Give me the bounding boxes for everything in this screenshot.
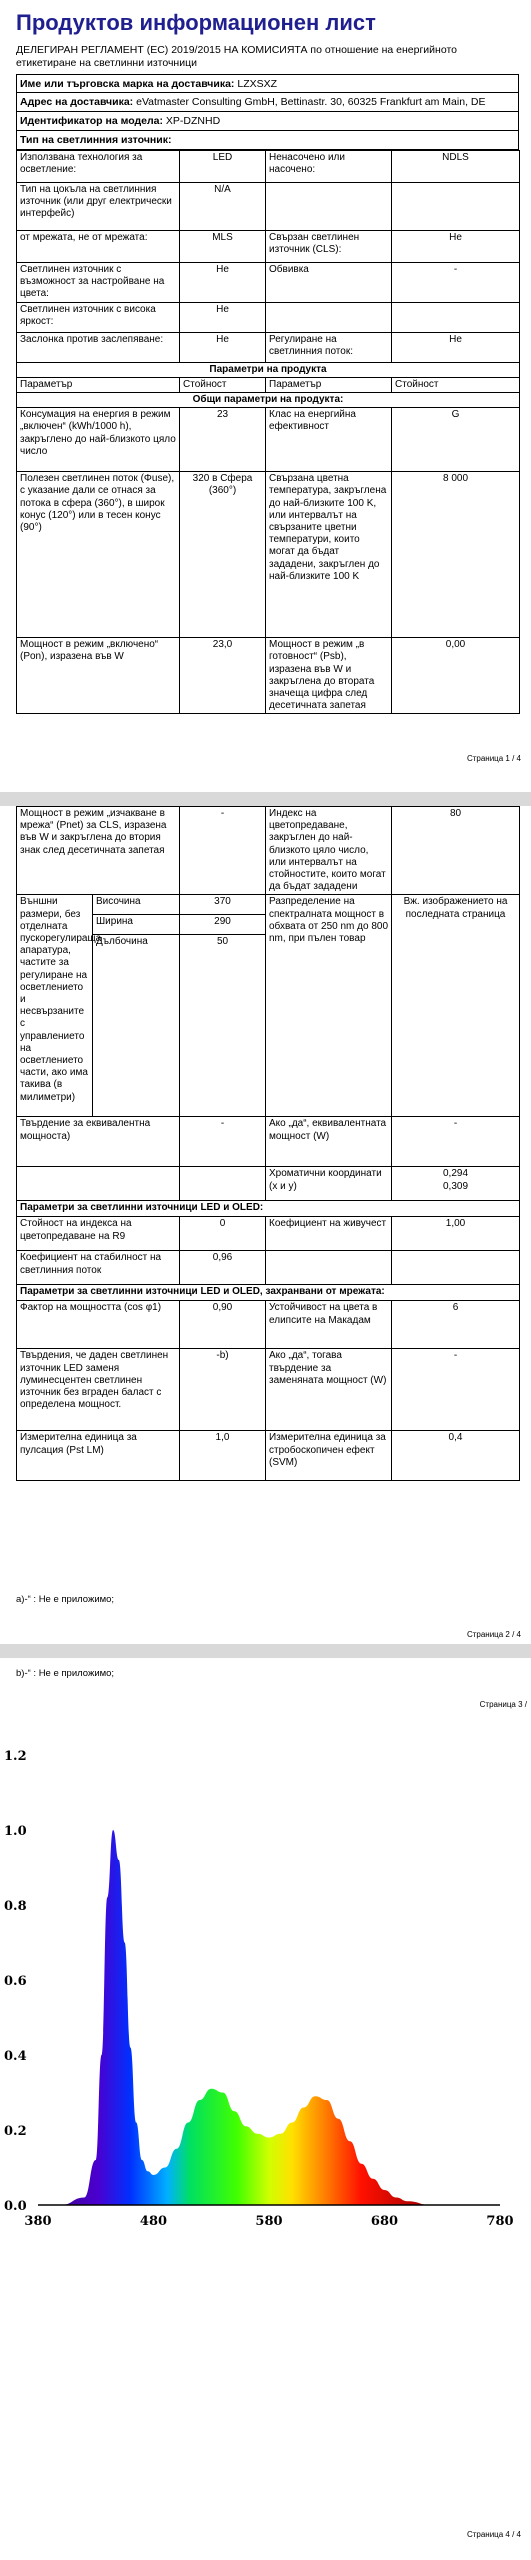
page-4 [0,1725,531,2560]
page-3 [0,1658,531,1718]
page-footer-1: Страница 1 / 4 [466,754,521,763]
dimensions-depth-row: Дълбочина 50 [17,935,520,1117]
address-value: eVatmaster Consulting GmbH, Bettinastr. 30, 60325 Frankfurt am Main, DE [136,96,486,108]
table-row: Твърдения, че даден светлинен източник LED заменя луминесцентен светлинен източник без вграден баласт с определена мощност. -b) Ако „да“, тогава твърдение за заменяната мощност (W) - [17,1349,520,1431]
dimensions-width-row: Ширина 290 [17,915,520,935]
supplier-brand-row [16,74,519,93]
page-footer-2: Страница 2 / 4 [466,1630,521,1639]
page-footer-4: Страница 4 / 4 [466,2530,521,2539]
table-row: от мрежата, не от мрежата: MLS Свързан светлинен източник (CLS): Не [17,231,520,263]
page-2 [0,806,531,1686]
y-tick-label: 1.0 [4,1824,27,1839]
table-row: Светлинен източник с висока яркост: Не [17,302,520,332]
table-row: Коефициент на стабилност на светлинния поток 0,96 [17,1251,520,1285]
table-row: Използвана технология за осветление: LED Ненасочено или насочено: NDLS [17,151,520,183]
table-row: Измерителна единица за пулсация (Pst LM) 1,0 Измерителна единица за стробоскопичен ефект (SVM) 0,4 [17,1431,520,1481]
spectral-power-chart [0,1725,531,2325]
params-table-continued [16,806,520,1481]
footnote-a: a)-“ : Не е приложимо; [16,1594,115,1605]
mains-section-title: Параметри за светлинни източници LED и OLED, захранвани от мрежата: [17,1285,520,1301]
page-separator [0,1644,531,1658]
x-tick-label: 780 [486,2214,514,2229]
x-tick-label: 680 [370,2214,399,2229]
brand-label: Име или търговска марка на доставчика: [20,78,235,90]
table-row: Мощност в режим „включено“ (Pon), изразена във W 23,0 Мощност в режим „в готовност“ (Psb), изразена във W и закръглена до втората значеща цифра след десетичната запетая 0,00 [17,638,520,714]
x-tick-label: 580 [255,2214,283,2229]
table-row: Стойност на индекса на цветопредаване на R9 0 Коефициент на живучест 1,00 [17,1217,520,1251]
spectrum-area [38,1830,500,2205]
model-value: XP-DZNHD [165,115,221,127]
footnote-b: b)-“ : Не е приложимо; [16,1668,115,1679]
source-type-header: Тип на светлинния източник: [16,131,519,150]
params-column-headers: Параметър Стойност Параметър Стойност [17,377,520,392]
model-row [16,112,519,131]
y-tick-label: 1.2 [4,1749,27,1764]
page-footer-3: Страница 3 / [479,1700,527,1709]
y-tick-label: 0.0 [4,2199,27,2214]
address-label: Адрес на доставчика: [20,96,134,108]
table-row: Тип на цокъла на светлинния източник (или друг електрически интерфейс) N/A [17,183,520,231]
y-tick-label: 0.6 [4,1974,27,1989]
led-section-title: Параметри за светлинни източници LED и OLED: [17,1201,520,1217]
page-title: Продуктов информационен лист [16,10,376,35]
page-separator [0,792,531,806]
supplier-address-row [16,93,519,112]
table-row: Полезен светлинен поток (Φuse), с указание дали се отнася за потока в сфера (360°), в широк конус (120°) или в тесен конус (90°) 320 в Сфера (360°) Свързана цветна температура, закръглена до най-близките 100 K, или интервалът на свързаните цветни температури, които могат да бъдат зададени, закръглен до най-близките 100 K 8 000 [17,472,520,638]
general-params-title: Общи параметри на продукта: [17,393,520,408]
dimensions-row: Външни размери, без отделната пускорегулираща апаратура, частите за регулиране на осветлението и несвързаните с управлението на осветлението части, ако има такива (в милиметри) Височина 370 Разпределение на спектралната мощност в обхвата от 250 nm до 800 nm, при пълен товар Вж. изображението на последната страница [17,895,520,915]
table-row: Заслонка против заслепяване: Не Регулиране на светлинния поток: Не [17,332,520,362]
table-row: Хроматични координати (x и y) 0,294 0,309 [17,1167,520,1201]
brand-value: LZXSXZ [237,78,278,90]
y-tick-label: 0.2 [4,2124,27,2139]
table-row: Мощност в режим „изчакване в мрежа“ (Pnet) за CLS, изразена във W и закръглена до втория знак след десетичната запетая - Индекс на цветопредаване, закръглен до най-близкото цяло число, или интервалът на стойностите, които могат да бъдат зададени 80 [17,807,520,895]
params-section-title: Параметри на продукта [17,362,520,377]
table-row: Фактор на мощността (cos φ1) 0,90 Устойчивост на цвета в елипсите на Макадам 6 [17,1301,520,1349]
table-row: Светлинен източник с възможност за настройване на цвета: Не Обвивка - [17,263,520,303]
table-row: Твърдение за еквивалентна мощностa) - Ако „да“, еквивалентната мощност (W) - [17,1117,520,1167]
y-tick-label: 0.8 [4,1899,27,1914]
x-tick-label: 480 [139,2214,168,2229]
x-tick-label: 380 [24,2214,52,2229]
model-label: Идентификатор на модела: [20,115,163,127]
table-row: Консумация на енергия в режим „включен“ (kWh/1000 h), закръглено до най-близкото цяло число 23 Клас на енергийна ефективност G [17,408,520,472]
page-1 [0,0,531,763]
y-tick-label: 0.4 [4,2049,27,2064]
regulation-subtitle: ДЕЛЕГИРАН РЕГЛАМЕНТ (ЕС) 2019/2015 НА КОМИСИЯТА по отношение на енергийното етикетиране на светлинни източници [16,44,457,69]
source-type-table [16,150,520,714]
